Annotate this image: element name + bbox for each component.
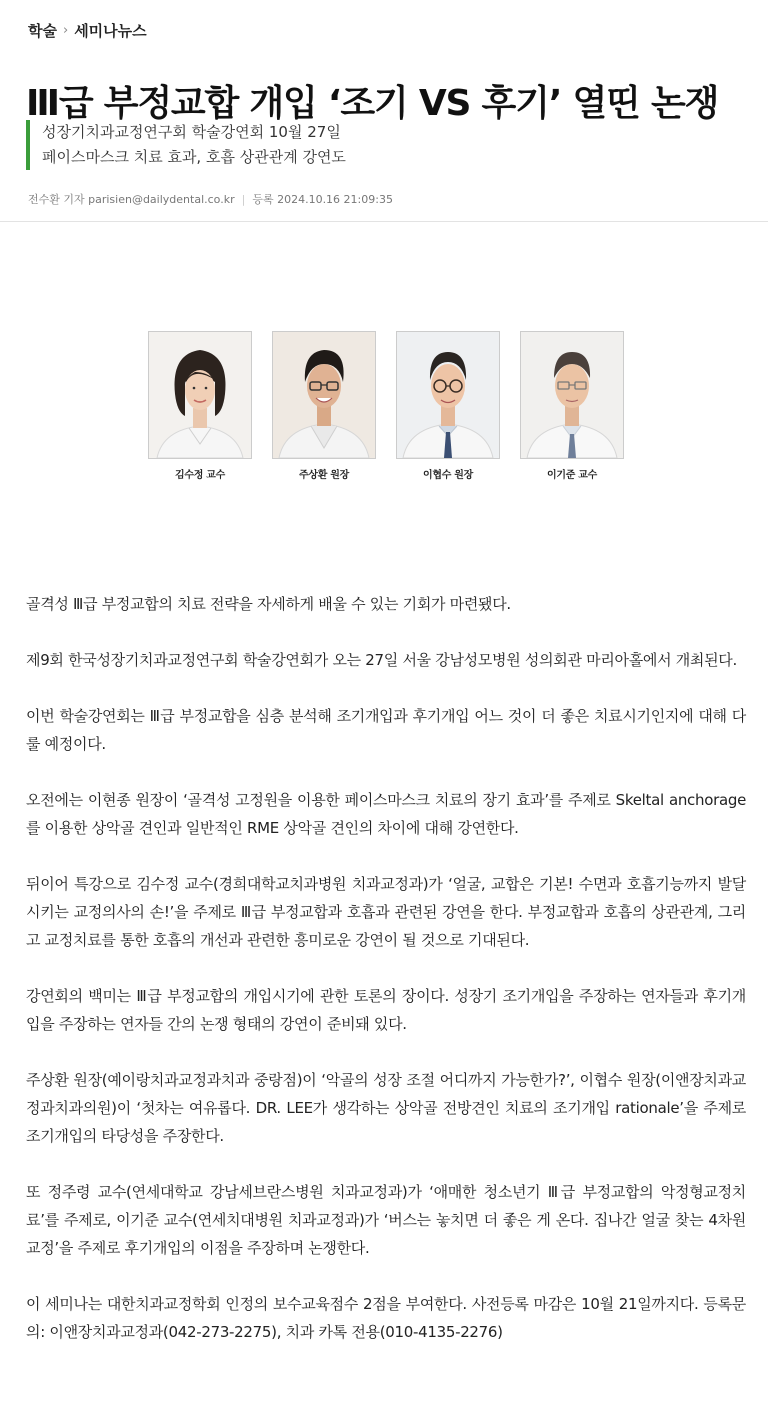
speaker-photos (148, 331, 624, 481)
breadcrumb-section-link[interactable]: 학술 (28, 22, 57, 40)
speaker-caption: 김수정 교수 (175, 470, 225, 481)
portrait-woman-icon (148, 331, 252, 459)
speaker-caption: 주상환 원장 (299, 470, 349, 481)
subtitle-line: 성장기치과교정연구회 학술강연회 10월 27일 (42, 123, 341, 141)
article-body (26, 590, 746, 1374)
speaker-photo-card (272, 331, 376, 481)
portrait-man-glasses-icon (520, 331, 624, 459)
body-paragraph: 뒤이어 특강으로 김수정 교수(경희대학교치과병원 치과교정과)가 ‘얼굴, 교합은 기본! 수면과 호흡기능까지 발달시키는 교정의사의 손!’을 주제로 Ⅲ급 부정교합과 호흡과 관련된 강연을 한다. 부정교합과 호흡의 상관관계, 그리고 교정치료를 통한 호흡의 개선과 관련한 흥미로운 강연이 될 것으로 기대된다. (26, 875, 746, 949)
registered-date: 등록 2024.10.16 21:09:35 (252, 193, 393, 206)
speaker-caption: 이기준 교수 (547, 470, 597, 481)
body-paragraph: 골격성 Ⅲ급 부정교합의 치료 전략을 자세하게 배울 수 있는 기회가 마련됐다. (26, 595, 511, 613)
body-paragraph: 이번 학술강연회는 Ⅲ급 부정교합을 심층 분석해 조기개입과 후기개입 어느 것이 더 좋은 치료시기인지에 대해 다룰 예정이다. (26, 707, 746, 753)
body-paragraph: 주상환 원장(예이랑치과교정과치과 중랑점)이 ‘악골의 성장 조절 어디까지 가능한가?’, 이협수 원장(이앤장치과교정과치과의원)이 ‘첫차는 여유롭다. DR. LEE가 생각하는 상악골 전방견인 치료의 조기개입 rationale’을 주제로 조기개입의 타당성을 주장한다. (26, 1071, 746, 1145)
article-subtitle (26, 120, 346, 170)
body-paragraph: 이 세미나는 대한치과교정학회 인정의 보수교육점수 2점을 부여한다. 사전등록 마감은 10월 21일까지다. 등록문의: 이앤장치과교정과(042-273-2275), 치과 카톡 전용(010-4135-2276) (26, 1295, 746, 1341)
portrait-man-icon (272, 331, 376, 459)
article-title: Ⅲ급 부정교합 개입 ‘조기 VS 후기’ 열띤 논쟁 (26, 83, 719, 125)
article-byline (28, 191, 393, 207)
body-paragraph: 제9회 한국성장기치과교정연구회 학술강연회가 오는 27일 서울 강남성모병원 성의회관 마리아홀에서 개최된다. (26, 651, 737, 669)
chevron-right-icon: › (62, 23, 69, 38)
speaker-photo-card (396, 331, 500, 481)
byline-divider: | (241, 192, 246, 206)
subtitle-line: 페이스마스크 치료 효과, 호흡 상관관계 강연도 (42, 148, 346, 166)
breadcrumb (28, 20, 147, 41)
body-paragraph: 강연회의 백미는 Ⅲ급 부정교합의 개입시기에 관한 토론의 장이다. 성장기 조기개입을 주장하는 연자들과 후기개입을 주장하는 연자들 간의 논쟁 형태의 강연이 준비돼 있다. (26, 987, 746, 1033)
body-paragraph: 또 정주령 교수(연세대학교 강남세브란스병원 치과교정과)가 ‘애매한 청소년기 Ⅲ급 부정교합의 악정형교정치료’를 주제로, 이기준 교수(연세치대병원 치과교정과)가 ‘버스는 놓치면 더 좋은 게 온다. 집나간 얼굴 찾는 4차원 교정’을 주제로 후기개입의 이점을 주장하며 논쟁한다. (26, 1183, 746, 1257)
speaker-caption: 이협수 원장 (423, 470, 473, 481)
breadcrumb-subsection-link[interactable]: 세미나뉴스 (74, 22, 147, 40)
body-paragraph: 오전에는 이현종 원장이 ‘골격성 고정원을 이용한 페이스마스크 치료의 장기 효과’를 주제로 Skeltal anchorage를 이용한 상악골 견인과 일반적인 RME 상악골 견인의 차이에 대해 강연한다. (26, 791, 746, 837)
author-info: 전수환 기자 parisien@dailydental.co.kr (28, 193, 235, 206)
portrait-man-glasses-icon (396, 331, 500, 459)
speaker-photo-card (148, 331, 252, 481)
speaker-photo-card (520, 331, 624, 481)
header-divider (0, 221, 768, 222)
